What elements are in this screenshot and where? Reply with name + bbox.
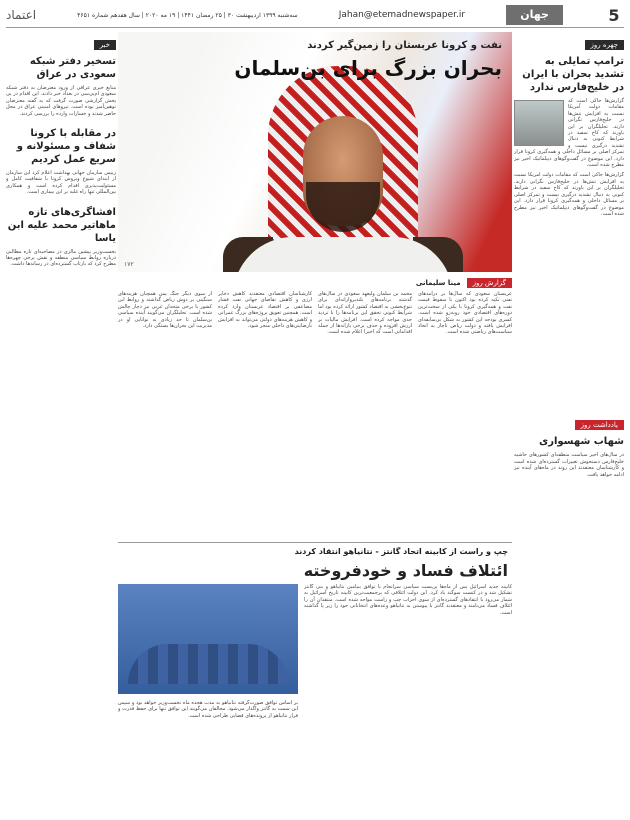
right-kicker: چهره روز — [585, 40, 624, 50]
page-header — [6, 4, 624, 26]
section-tag: جهان — [506, 5, 563, 25]
newspaper-logo: اعتماد — [6, 8, 37, 22]
lead-story-text — [118, 278, 512, 538]
right-body-extra: گزارش‌ها حاکی است که مقامات دولت آمریکا نسبت به افزایش تنش‌ها در خلیج‌فارس نگرانی دارند. تحلیلگران بر این باورند که کاخ سفید در شرایط کنونی به دنبال تشدید درگیری نیست و تمرکز اصلی بر مسائل داخلی و همه‌گیری کرونا قرار دارد. این موضوع در گفت‌وگوهای دیپلماتیک اخیر نیز مطرح شده است. — [514, 172, 624, 217]
israel-body: کابینه جدید اسرائیل پس از ماه‌ها بن‌بست سیاسی سرانجام با توافق بنیامین نتانیاهو و بنی گانتز تشکیل شد و در کنست سوگند یاد کرد. این دولت ائتلافی که پرجمعیت‌ترین کابینه تاریخ اسرائیل به شمار می‌رود با انتقادهای گسترده‌ای از سوی احزاب چپ و راست مواجه شده است. منتقدان آن را ائتلاف فساد می‌نامند و معتقدند گانتز با پیوستن به نتانیاهو وعده‌های انتخاباتی خود را زیر پا گذاشته است. — [304, 584, 512, 616]
israel-story-header — [118, 542, 512, 583]
page-number: 5 — [608, 5, 620, 25]
hero-title: بحران بزرگ برای بن‌سلمان — [234, 56, 502, 80]
lead-col-2: محمد بن سلمان ولیعهد سعودی در سال‌های گذشته برنامه‌های بلندپروازانه‌ای برای تنوع‌بخشی به اقتصاد کشور ارائه کرده بود اما شرایط کنونی تحقق این برنامه‌ها را با تردید جدی مواجه کرده است. افزایش مالیات بر ارزش افزوده و حذف برخی یارانه‌ها از جمله اقداماتی است که اخیرا اعلام شده است. — [318, 291, 412, 336]
lead-col-3: کارشناسان اقتصادی معتقدند کاهش ذخایر ارزی و کاهش تقاضای جهانی نفت فشار مضاعفی بر اقتصاد عربستان وارد کرده است. همچنین تعویق پروژه‌های بزرگ عمرانی و کاهش هزینه‌های دولتی می‌تواند به افزایش نارضایتی‌های داخلی منجر شود. — [218, 291, 312, 330]
right-headline-2: شهاب شهسواری — [539, 436, 624, 448]
left-headline: تسخیر دفتر شبکه سعودی در عراق — [29, 56, 116, 80]
right-body-filler-wrap — [514, 172, 624, 412]
right-body: گزارش‌ها حاکی است که مقامات دولت آمریکا نسبت به افزایش تنش‌ها در خلیج‌فارس نگرانی دارند. تحلیلگران بر این باورند که کاخ سفید در شرایط کنونی به دنبال تشدید درگیری نیست و تمرکز اصلی بر مسائل داخلی و همه‌گیری کرونا قرار دارد. این موضوع در گفت‌وگوهای دیپلماتیک اخیر نیز مطرح شده است. — [514, 98, 624, 169]
knesset-seats — [128, 644, 288, 684]
header-email[interactable]: Jahan@etemadnewspaper.ir — [338, 10, 466, 20]
israel-story-text — [304, 584, 512, 812]
main-column — [118, 32, 512, 812]
hero-kicker: نفت و کرونا عربستان را زمین‌گیر کردند — [307, 40, 502, 51]
israel-title: ائتلاف فساد و خودفروخته — [303, 561, 508, 580]
left-kicker: خبر — [94, 40, 116, 50]
photo-credit: ۱۷۲ — [124, 261, 134, 268]
left-body-2: رییس سازمان جهانی بهداشت اعلام کرد این سازمان از ابتدای شیوع ویروس کرونا با شفافیت کامل و مسئولیت‌پذیری اقدام کرده است و همکاری بین‌المللی تنها راه غلبه بر این بیماری است. — [6, 170, 116, 196]
lead-kicker: گزارش روز — [467, 278, 512, 288]
knesset-photo — [118, 584, 298, 694]
lead-author: مینا سلیمانی — [415, 279, 461, 287]
left-column — [6, 32, 116, 812]
israel-kicker: چپ و راست از کابینه اتحاد گانتز - نتانیاهو انتقاد کردند — [294, 547, 508, 556]
left-headline-2: در مقابله با کرونا شفاف و مسئولانه و سریع عمل کردیم — [16, 128, 116, 166]
israel-body-2: بر اساس توافق صورت‌گرفته نتانیاهو به مدت هجده ماه نخست‌وزیر خواهد بود و سپس این سمت به گانتز واگذار می‌شود. مخالفان می‌گویند این توافق تنها برای حفظ قدرت و فرار نتانیاهو از پرونده‌های قضایی طراحی شده است. — [118, 700, 298, 719]
left-headline-3: افشاگری‌های تازه ماهاتیر محمد علیه ابن یاسا — [7, 206, 116, 244]
left-body: منابع خبری عراقی از ورود معترضان به دفتر شبکه سعودی ام‌بی‌سی در بغداد خبر دادند. این اقدام در پی پخش گزارشی صورت گرفت که به گفته معترضان توهین‌آمیز بوده است. نیروهای امنیتی عراق در محل حاضر شدند و خسارات وارده را بررسی کردند. — [6, 85, 116, 117]
header-date: سه‌شنبه ۱۳۹۹ اردیبهشت ۳۰ | ۲۵ رمضان ۱۴۴۱ | ۱۹ مه ۲۰۲۰ | سال هفدهم شماره ۴۶۵۱ — [77, 11, 298, 19]
right-body-2: در سال‌های اخیر سیاست منطقه‌ای کشورهای حاشیه خلیج‌فارس دستخوش تغییرات گسترده‌ای شده است و کارشناسان معتقدند این روند در ماه‌های آینده نیز ادامه خواهد یافت. — [514, 452, 624, 478]
right-headline: ترامپ تمایلی به تشدید بحران با ایران در خلیج‌فارس ندارد — [522, 56, 624, 93]
right-column — [514, 32, 624, 812]
israel-story-text-2 — [118, 700, 298, 812]
left-body-3: نخست‌وزیر پیشین مالزی در مصاحبه‌ای تازه مطالبی درباره روابط سیاسی منطقه و نقش برخی چهره‌ها مطرح کرد که بازتاب گسترده‌ای در رسانه‌ها داشت. — [6, 248, 116, 268]
columnist-photo — [514, 100, 564, 146]
right-kicker-2: یادداشت روز — [575, 420, 624, 430]
hero-section — [118, 32, 512, 272]
lead-col-4: از سوی دیگر جنگ یمن همچنان هزینه‌های سنگینی بر دوش ریاض گذاشته و روابط این کشور با برخی متحدان غربی نیز دچار چالش شده است. تحلیلگران می‌گویند آینده سیاسی بن‌سلمان تا حد زیادی به توانایی او در مدیریت این بحران‌ها بستگی دارد. — [118, 291, 212, 330]
lead-columns — [118, 291, 512, 538]
lead-col-1: عربستان سعودی که سال‌ها بر درآمدهای نفتی تکیه کرده بود اکنون با سقوط قیمت نفت و همه‌گیری کرونا با یکی از سخت‌ترین دوره‌های اقتصادی خود روبه‌رو شده است. کسری بودجه این کشور به شکل بی‌سابقه‌ای افزایش یافته و دولت ریاض ناچار به اتخاذ سیاست‌های ریاضتی شده است. — [418, 291, 512, 336]
header-rule — [6, 27, 624, 28]
